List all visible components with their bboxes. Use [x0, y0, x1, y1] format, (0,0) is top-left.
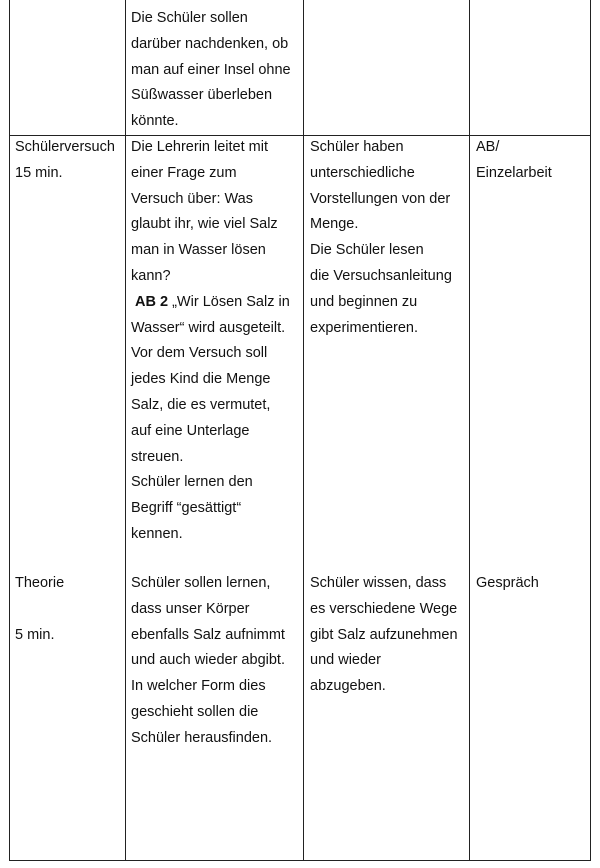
- spacer: [15, 597, 64, 623]
- phase-title: Schülerversuch: [15, 139, 115, 155]
- text-line: es verschiedene Wege: [310, 600, 458, 617]
- text-line: darüber nachdenken, ob: [131, 35, 289, 52]
- phase-title: Theorie: [15, 575, 65, 591]
- text-line: Salz, die es vermutet,: [131, 396, 271, 413]
- text-line: streuen.: [131, 448, 184, 465]
- table-border-left: [9, 0, 10, 861]
- text-line: unterschiedliche: [310, 164, 415, 181]
- text-line: auf eine Unterlage: [131, 422, 250, 439]
- row2-student-cell: [310, 135, 452, 341]
- text-line: Die Schüler lesen: [310, 242, 424, 259]
- table-border-right: [590, 0, 591, 861]
- row3-student-cell: [310, 571, 458, 700]
- text-line: Die Lehrerin leitet mit: [131, 139, 268, 155]
- text-line: abzugeben.: [310, 678, 386, 695]
- text-line: In welcher Form dies: [131, 678, 266, 695]
- text-line: Begriff “gesättigt“: [131, 500, 242, 517]
- phase-duration: 15 min.: [15, 164, 63, 181]
- text-line: Schüler lernen den: [131, 474, 253, 491]
- text-line: könnte.: [131, 113, 179, 130]
- text-line: Einzelarbeit: [476, 164, 552, 181]
- row3-teacher-cell: [131, 571, 285, 752]
- text-line: Versuch über: Was: [131, 190, 253, 207]
- text-line: AB/: [476, 139, 500, 155]
- text-line: glaubt ihr, wie viel Salz: [131, 216, 278, 233]
- text-line: und beginnen zu: [310, 293, 418, 310]
- column-divider-2: [303, 0, 304, 861]
- text-line: Vorstellungen von der: [310, 190, 451, 207]
- row3-phase-cell: [15, 571, 64, 648]
- text-line: gibt Salz aufzunehmen: [310, 626, 458, 643]
- text-line: Menge.: [310, 216, 359, 233]
- text-line: Gespräch: [476, 575, 539, 591]
- column-divider-3: [469, 0, 470, 861]
- worksheet-title: „Wir Lösen Salz in: [168, 293, 290, 310]
- text-line: kann?: [131, 267, 171, 284]
- text-line: Schüler haben: [310, 139, 404, 155]
- row2-phase-cell: [15, 135, 115, 187]
- worksheet-label: AB 2: [135, 293, 169, 310]
- text-line: man in Wasser lösen: [131, 242, 266, 259]
- row2-form-cell: [476, 135, 552, 187]
- text-line: ebenfalls Salz aufnimmt: [131, 626, 285, 643]
- text-line: einer Frage zum: [131, 164, 237, 181]
- text-line: Die Schüler sollen: [131, 10, 248, 26]
- row3-form-cell: [476, 571, 539, 597]
- text-line: Vor dem Versuch soll: [131, 345, 268, 362]
- text-line: Schüler sollen lernen,: [131, 575, 271, 591]
- text-line: geschieht sollen die: [131, 703, 259, 720]
- column-divider-1: [125, 0, 126, 861]
- text-line: und auch wieder abgibt.: [131, 652, 285, 669]
- text-line: kennen.: [131, 525, 183, 542]
- table-border-bottom: [9, 860, 591, 861]
- text-line: Schüler herausfinden.: [131, 729, 273, 746]
- text-line: experimentieren.: [310, 319, 418, 336]
- text-line: die Versuchsanleitung: [310, 267, 452, 284]
- row1-teacher-cell: [131, 6, 291, 135]
- text-line: [131, 290, 290, 316]
- text-line: Schüler wissen, dass: [310, 575, 447, 591]
- text-line: und wieder: [310, 652, 381, 669]
- text-line: Wasser“ wird ausgeteilt.: [131, 319, 286, 336]
- text-line: jedes Kind die Menge: [131, 371, 271, 388]
- phase-duration: 5 min.: [15, 626, 55, 643]
- row2-teacher-cell: [131, 135, 290, 548]
- text-line: dass unser Körper: [131, 600, 250, 617]
- text-line: Süßwasser überleben: [131, 87, 273, 104]
- text-line: man auf einer Insel ohne: [131, 61, 291, 78]
